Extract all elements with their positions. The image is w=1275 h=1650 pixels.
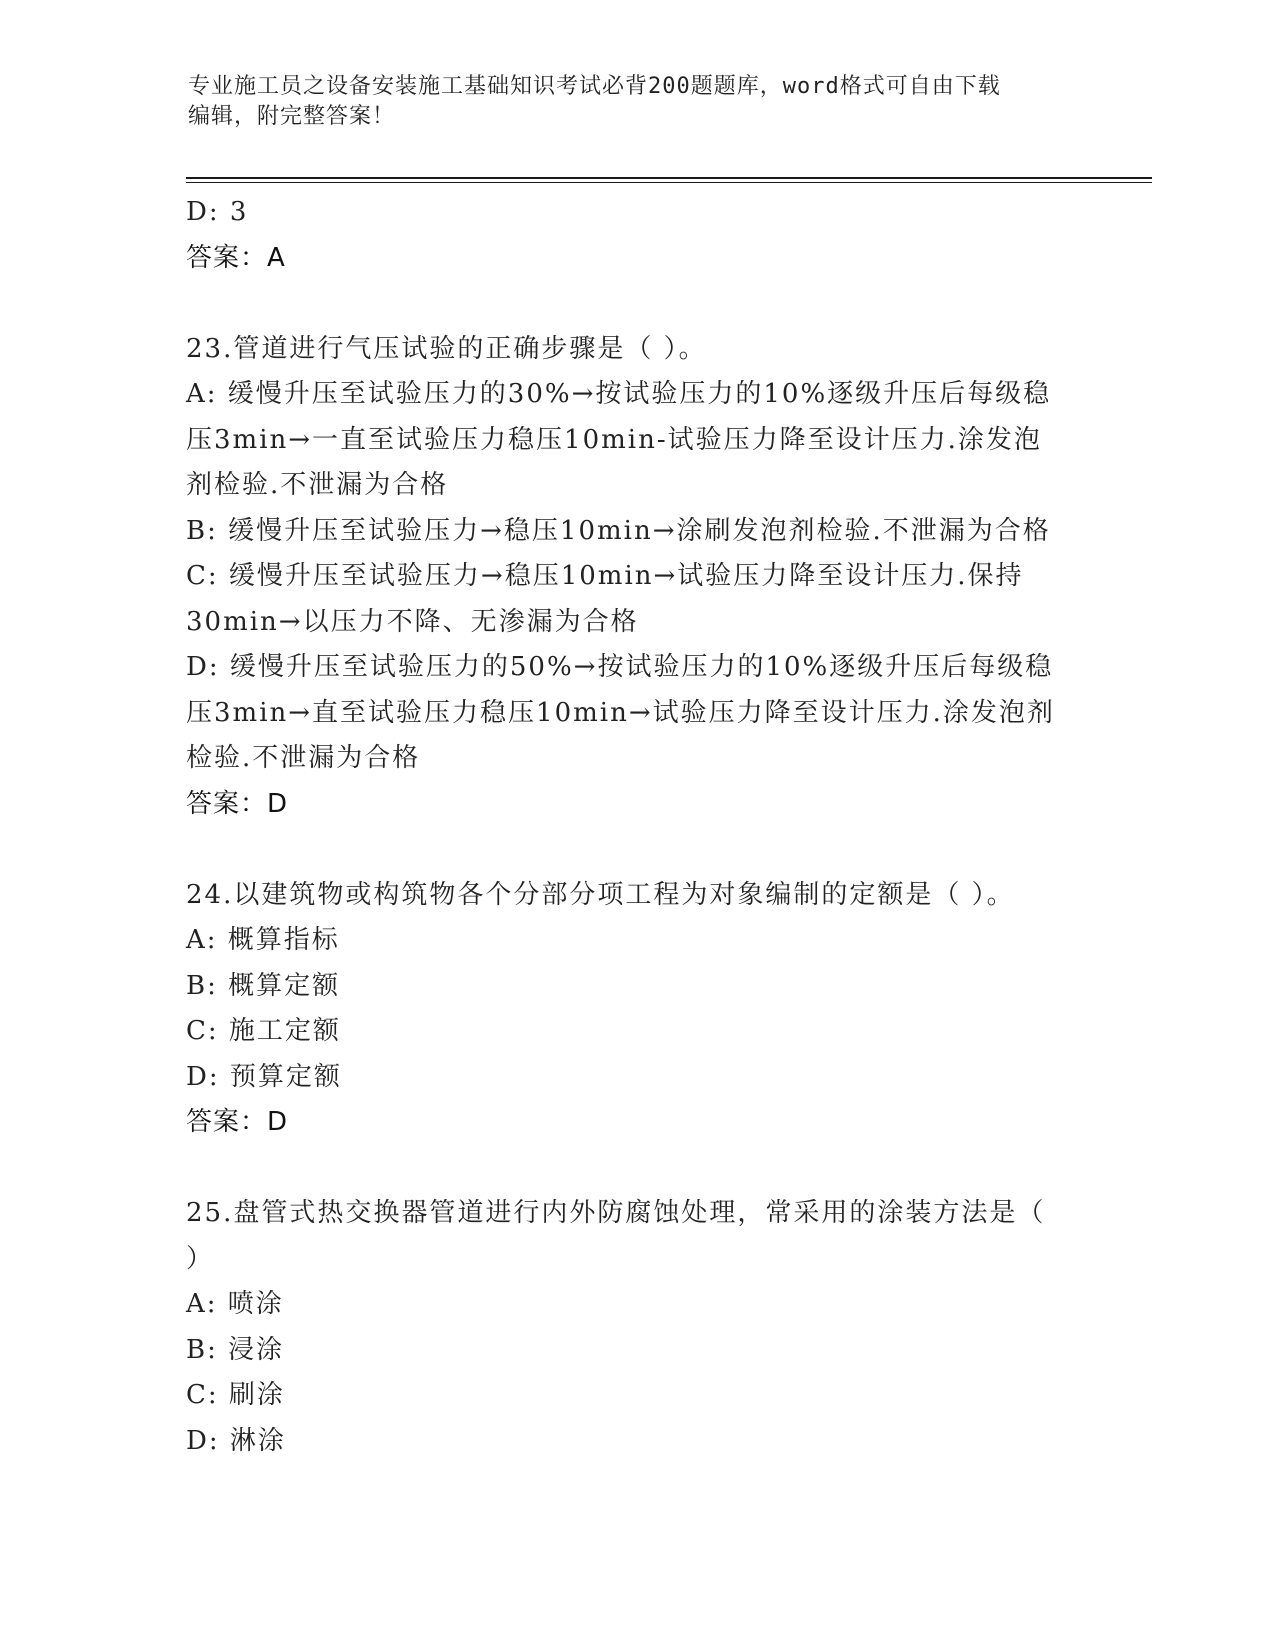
option-a-line-2: 压3min→一直至试验压力稳压10min-试验压力降至设计压力.涂发泡 — [186, 424, 1042, 455]
option-d-line-3: 检验.不泄漏为合格 — [186, 743, 421, 773]
option-a: A: 概算指标 — [186, 925, 340, 955]
option-d-line-2: 压3min→直至试验压力稳压10min→试验压力降至设计压力.涂发泡剂 — [186, 697, 1055, 728]
option-b: B: 浸涂 — [186, 1334, 285, 1365]
previous-question-tail — [186, 190, 1086, 281]
option-a-line-1: A: 缓慢升压至试验压力的30%→按试验压力的10%逐级升压后每级稳 — [186, 379, 1052, 409]
option-b: B: 缓慢升压至试验压力→稳压10min→涂刷发泡剂检验.不泄漏为合格 — [186, 515, 1051, 546]
question-stem-line-1: 25.盘管式热交换器管道进行内外防腐蚀处理，常采用的涂装方法是（ — [186, 1198, 1046, 1228]
option-a-line-3: 剂检验.不泄漏为合格 — [186, 470, 449, 500]
answer-line: 答案：D — [186, 1107, 289, 1137]
question-23 — [186, 327, 1086, 828]
option-d: D: 淋涂 — [186, 1425, 286, 1456]
header-divider-thick — [186, 177, 1152, 179]
question-stem: 23.管道进行气压试验的正确步骤是（ ）。 — [186, 333, 707, 364]
option-b: B: 概算定额 — [186, 970, 341, 1001]
option-a: A: 喷涂 — [186, 1289, 284, 1319]
header-line-2: 编辑，附完整答案！ — [188, 104, 396, 129]
document-header — [188, 72, 1068, 132]
spacer — [186, 1146, 1086, 1192]
option-d: D: 预算定额 — [186, 1061, 342, 1092]
option-c-line-2: 30min→以压力不降、无渗漏为合格 — [186, 606, 639, 637]
option-d: D: 3 — [186, 197, 249, 227]
spacer — [186, 281, 1086, 327]
question-24 — [186, 873, 1086, 1146]
document-body — [186, 190, 1086, 1464]
option-c: C: 刷涂 — [186, 1380, 285, 1410]
answer-line: 答案：A — [186, 242, 286, 273]
answer-line: 答案：D — [186, 788, 289, 819]
question-25 — [186, 1191, 1086, 1464]
question-stem: 24.以建筑物或构筑物各个分部分项工程为对象编制的定额是（ ）。 — [186, 879, 1015, 910]
spacer — [186, 827, 1086, 873]
option-d-line-1: D: 缓慢升压至试验压力的50%→按试验压力的10%逐级升压后每级稳 — [186, 652, 1054, 682]
option-c-line-1: C: 缓慢升压至试验压力→稳压10min→试验压力降至设计压力.保持 — [186, 561, 1024, 591]
question-stem-line-2: ） — [186, 1243, 215, 1274]
header-line-1: 专业施工员之设备安装施工基础知识考试必背200题题库，word格式可自由下载 — [188, 74, 1001, 99]
header-divider-thin — [186, 182, 1152, 183]
option-c: C: 施工定额 — [186, 1016, 341, 1046]
